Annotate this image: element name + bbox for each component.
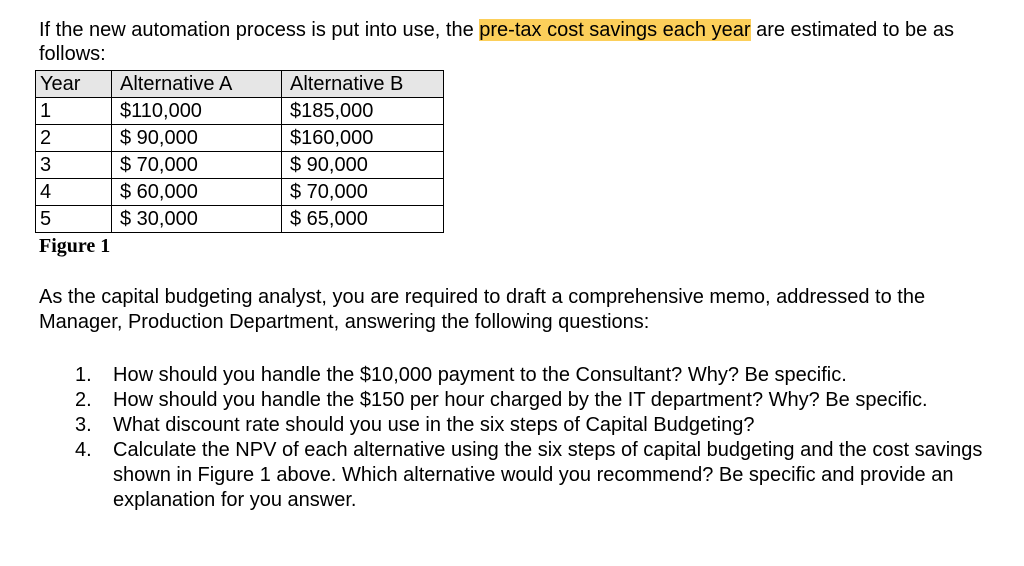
alternative-b-cell: $ 70,000	[282, 179, 444, 206]
year-cell: 1	[36, 98, 112, 125]
year-cell: 4	[36, 179, 112, 206]
question-text: How should you handle the $10,000 payment to the Consultant? Why? Be specific.	[113, 364, 847, 386]
table-row	[36, 125, 444, 152]
question-number: 3.	[75, 414, 92, 436]
list-item	[75, 363, 995, 388]
alternative-a-cell: $ 70,000	[112, 152, 282, 179]
list-item	[75, 388, 995, 413]
intro-text-before: If the new automation process is put into use, the	[39, 19, 480, 41]
question-number: 4.	[75, 439, 92, 461]
table-row	[36, 98, 444, 125]
alternative-a-cell: $110,000	[112, 98, 282, 125]
list-item	[75, 438, 995, 513]
alternative-a-cell: $ 60,000	[112, 179, 282, 206]
table-header-row	[36, 71, 444, 98]
list-item	[75, 413, 995, 438]
alternative-b-cell: $185,000	[282, 98, 444, 125]
cost-savings-table	[35, 70, 444, 233]
highlighted-phrase: pre-tax cost savings each year	[479, 19, 751, 41]
alternative-b-cell: $160,000	[282, 125, 444, 152]
question-text: Calculate the NPV of each alternative using the six steps of capital budgeting and the cost savings shown in Figure 1 above. Which alternative would you recommend? Be specific and provide an explanation for you answer.	[113, 439, 983, 511]
header-alternative-a: Alternative A	[112, 71, 282, 98]
figure-caption: Figure 1	[39, 235, 111, 257]
table-row	[36, 152, 444, 179]
question-text: What discount rate should you use in the six steps of Capital Budgeting?	[113, 414, 755, 436]
questions-list	[75, 363, 995, 513]
table-row	[36, 206, 444, 233]
alternative-a-cell: $ 30,000	[112, 206, 282, 233]
header-alternative-b: Alternative B	[282, 71, 444, 98]
question-number: 1.	[75, 364, 92, 386]
alternative-b-cell: $ 90,000	[282, 152, 444, 179]
year-cell: 5	[36, 206, 112, 233]
question-number: 2.	[75, 389, 92, 411]
alternative-b-cell: $ 65,000	[282, 206, 444, 233]
question-text: How should you handle the $150 per hour charged by the IT department? Why? Be specific.	[113, 389, 928, 411]
year-cell: 2	[36, 125, 112, 152]
memo-instructions: As the capital budgeting analyst, you are required to draft a comprehensive memo, addressed to the Manager, Production Department, answering the following questions:	[39, 286, 926, 333]
year-cell: 3	[36, 152, 112, 179]
intro-text-after: are estimated to be as follows:	[39, 19, 954, 65]
intro-paragraph	[39, 18, 1004, 66]
alternative-a-cell: $ 90,000	[112, 125, 282, 152]
table-row	[36, 179, 444, 206]
header-year: Year	[36, 71, 112, 98]
